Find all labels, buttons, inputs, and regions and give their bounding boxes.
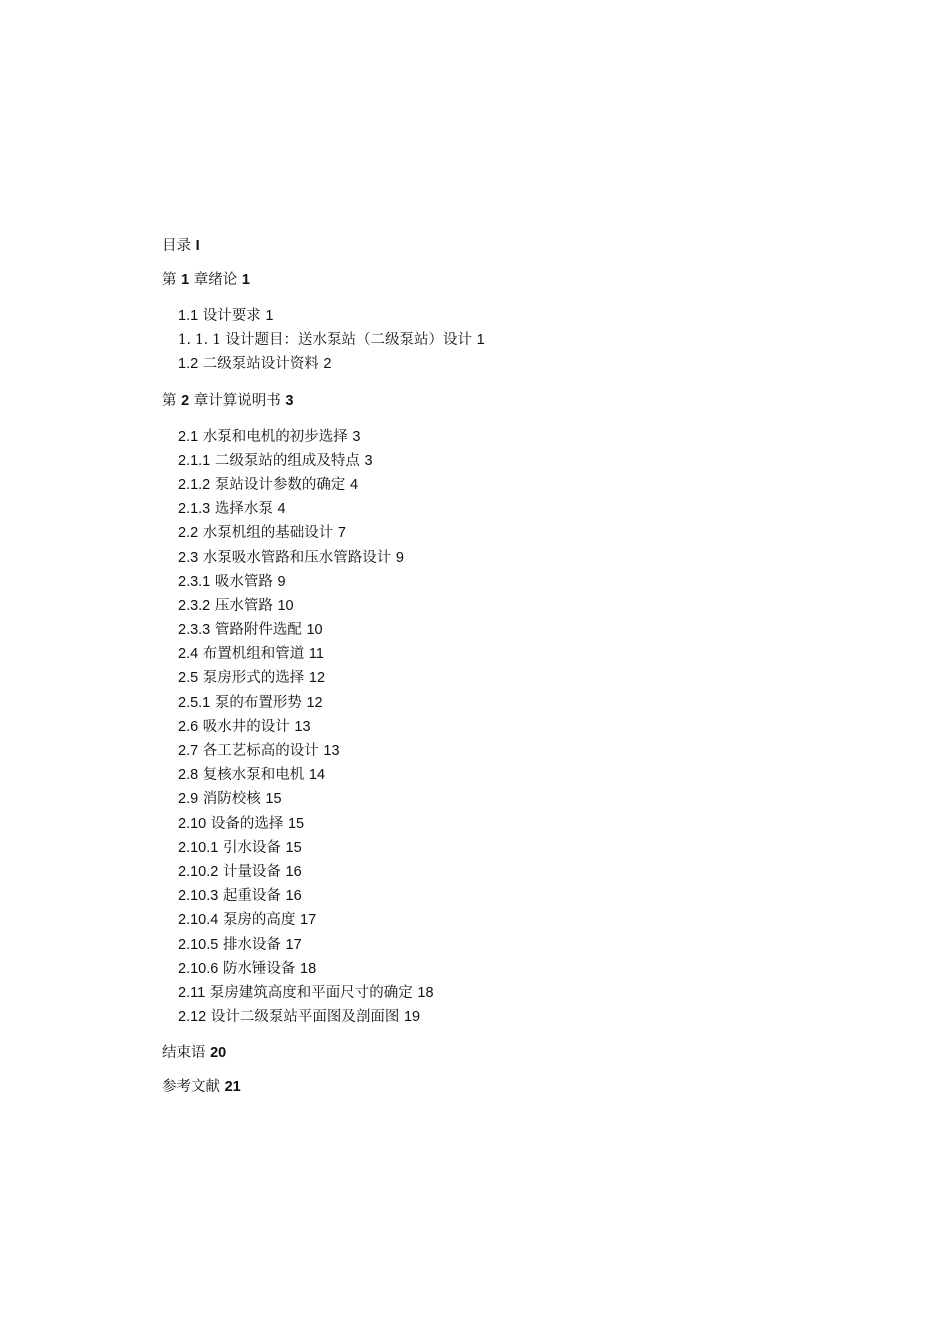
toc-entry-prefix: 目录 bbox=[162, 238, 191, 254]
toc-section-code: 1. 1. 1 bbox=[178, 332, 221, 349]
toc-entry-title: 设备的选择 bbox=[210, 815, 284, 832]
toc-entry-title: 起重设备 bbox=[222, 888, 281, 905]
toc-section-code: 2.6 bbox=[178, 718, 199, 735]
toc-section-entry[interactable] bbox=[178, 497, 862, 521]
toc-page-number: 15 bbox=[287, 815, 305, 832]
toc-page-number: 18 bbox=[300, 960, 317, 977]
toc-section-code: 2.10 bbox=[178, 815, 207, 832]
toc-page-number: I bbox=[195, 238, 200, 254]
toc-section-code: 2.10.4 bbox=[178, 912, 219, 929]
toc-entry-title: 各工艺标高的设计 bbox=[202, 743, 319, 759]
toc-section-entry[interactable] bbox=[178, 691, 862, 715]
toc-section-code: 1.2 bbox=[178, 356, 199, 373]
toc-section-entry[interactable] bbox=[178, 449, 862, 473]
toc-section-code: 2.7 bbox=[178, 743, 199, 759]
toc-entry-title: 章绪论 bbox=[193, 272, 238, 288]
toc-section-code: 2.5 bbox=[178, 670, 199, 687]
toc-page-number: 10 bbox=[277, 597, 294, 614]
toc-section-entry[interactable] bbox=[178, 642, 862, 666]
toc-page-number: 12 bbox=[306, 694, 323, 711]
toc-section-code: 2.10.3 bbox=[178, 888, 219, 905]
toc-section-code: 2.1.2 bbox=[178, 476, 211, 493]
toc-page-number: 17 bbox=[300, 912, 317, 929]
toc-section-code: 2.11 bbox=[178, 984, 206, 1001]
toc-section-entry[interactable] bbox=[178, 328, 862, 352]
toc-page-number: 1 bbox=[265, 308, 274, 324]
toc-page-number: 11 bbox=[308, 646, 324, 663]
toc-page-number: 13 bbox=[323, 743, 340, 759]
toc-entry-title: 水泵吸水管路和压水管路设计 bbox=[202, 549, 392, 566]
toc-section-code: 2.5.1 bbox=[178, 694, 211, 711]
toc-heading-entry[interactable] bbox=[162, 1043, 862, 1063]
toc-section-code: 2.3.3 bbox=[178, 622, 211, 639]
toc-entry-title: 吸水管路 bbox=[214, 573, 273, 590]
toc-entry-prefix: 第 bbox=[162, 272, 177, 288]
toc-section-entry[interactable] bbox=[178, 618, 862, 642]
toc-page-number: 10 bbox=[306, 622, 323, 639]
toc-entry-title: 引水设备 bbox=[222, 839, 281, 856]
toc-entry-title: 压水管路 bbox=[214, 597, 273, 614]
toc-page-number: 4 bbox=[349, 476, 359, 493]
toc-section-entry[interactable] bbox=[178, 1005, 862, 1029]
toc-heading-entry[interactable] bbox=[162, 1077, 862, 1097]
toc-section-code: 2.3.1 bbox=[178, 573, 211, 590]
toc-entry-title: 防水锤设备 bbox=[222, 960, 296, 977]
toc-entry-title: 排水设备 bbox=[222, 936, 281, 953]
toc-page-number: 3 bbox=[364, 452, 373, 469]
toc-section-entry[interactable] bbox=[178, 884, 862, 908]
toc-section-entry[interactable] bbox=[178, 594, 862, 618]
toc-section-entry[interactable] bbox=[178, 933, 862, 957]
toc-page-number: 21 bbox=[224, 1079, 241, 1096]
toc-section-code: 2.1 bbox=[178, 428, 199, 445]
toc-page-number: 13 bbox=[294, 718, 311, 735]
toc-section-entry[interactable] bbox=[178, 812, 862, 836]
toc-heading-entry[interactable] bbox=[162, 270, 862, 290]
toc-section-entry[interactable] bbox=[178, 715, 862, 739]
toc-section-entry[interactable] bbox=[178, 957, 862, 981]
toc-chapter-number: 1 bbox=[181, 272, 190, 288]
toc-entry-title: 泵房建筑高度和平面尺寸的确定 bbox=[209, 984, 413, 1001]
toc-section-entry[interactable] bbox=[178, 666, 862, 690]
toc-page-number: 18 bbox=[417, 984, 434, 1001]
toc-page-number: 14 bbox=[308, 767, 326, 784]
toc-section-code: 2.2 bbox=[178, 525, 199, 542]
toc-page-number: 15 bbox=[265, 791, 282, 808]
toc-section-entry[interactable] bbox=[178, 570, 862, 594]
toc-entry-title: 管路附件选配 bbox=[214, 622, 302, 639]
toc-section-entry[interactable] bbox=[178, 546, 862, 570]
toc-page-number: 19 bbox=[403, 1009, 421, 1026]
toc-section-entry[interactable] bbox=[178, 425, 862, 449]
toc-entry-title: 吸水井的设计 bbox=[202, 718, 290, 735]
toc-section-code: 2.10.1 bbox=[178, 839, 219, 856]
toc-page-number: 9 bbox=[277, 573, 286, 590]
toc-entry-title: 水泵机组的基础设计 bbox=[202, 525, 334, 542]
toc-page-number: 3 bbox=[352, 428, 361, 445]
toc-section-code: 2.10.6 bbox=[178, 960, 219, 977]
toc-entry-prefix: 第 bbox=[162, 392, 177, 409]
toc-section-entry[interactable] bbox=[178, 981, 862, 1005]
toc-section-code: 1.1 bbox=[178, 308, 199, 324]
toc-page-number: 3 bbox=[285, 392, 294, 409]
toc-page-number: 1 bbox=[241, 272, 250, 288]
toc-entry-title: 选择水泵 bbox=[214, 501, 273, 518]
toc-entry-title: 泵站设计参数的确定 bbox=[214, 476, 346, 493]
toc-page-number: 16 bbox=[285, 888, 302, 905]
toc-section-entry[interactable] bbox=[178, 860, 862, 884]
toc-section-entry[interactable] bbox=[178, 739, 862, 763]
toc-entry-title: 设计二级泵站平面图及剖面图 bbox=[210, 1009, 400, 1026]
toc-page-number: 2 bbox=[323, 356, 332, 373]
toc-section-code: 2.10.5 bbox=[178, 936, 219, 953]
toc-entry-prefix: 结束语 bbox=[162, 1045, 206, 1062]
toc-section-code: 2.1.3 bbox=[178, 501, 211, 518]
toc-section-code: 2.8 bbox=[178, 767, 199, 784]
toc-section-code: 2.9 bbox=[178, 791, 199, 808]
table-of-contents bbox=[162, 236, 862, 1111]
toc-section-entry[interactable] bbox=[178, 787, 862, 811]
toc-section-entry[interactable] bbox=[178, 763, 862, 787]
toc-page-number: 15 bbox=[285, 839, 302, 856]
toc-entry-title: 泵的布置形势 bbox=[214, 694, 302, 711]
toc-entry-title: 章计算说明书 bbox=[193, 392, 281, 409]
toc-page-number: 12 bbox=[308, 670, 326, 687]
toc-section-entry[interactable] bbox=[178, 908, 862, 932]
toc-entry-title: 泵房的高度 bbox=[222, 912, 296, 929]
toc-section-code: 2.10.2 bbox=[178, 863, 219, 880]
toc-heading-entry[interactable] bbox=[162, 391, 862, 411]
toc-section-entry[interactable] bbox=[178, 473, 862, 497]
toc-page-number: 16 bbox=[285, 863, 302, 880]
toc-section-entry[interactable] bbox=[178, 836, 862, 860]
toc-chapter-number: 2 bbox=[181, 392, 190, 409]
toc-page-number: 9 bbox=[395, 549, 404, 566]
toc-section-code: 2.3.2 bbox=[178, 597, 211, 614]
toc-entry-title: 复核水泵和电机 bbox=[202, 767, 305, 784]
toc-page-number: 4 bbox=[277, 501, 286, 518]
toc-entry-title: 二级泵站设计资料 bbox=[202, 356, 319, 373]
toc-section-code: 2.1.1 bbox=[178, 452, 211, 469]
toc-entry-title: 设计要求 bbox=[202, 308, 261, 324]
toc-section-code: 2.3 bbox=[178, 549, 199, 566]
toc-entry-title: 设计题目：送水泵站（二级泵站）设计 bbox=[225, 332, 473, 349]
toc-heading-entry[interactable] bbox=[162, 236, 862, 256]
toc-entry-title: 消防校核 bbox=[202, 791, 261, 808]
toc-entry-title: 布置机组和管道 bbox=[202, 646, 305, 663]
toc-page-number: 7 bbox=[337, 525, 346, 542]
toc-page-number: 1 bbox=[476, 332, 485, 349]
toc-entry-title: 水泵和电机的初步选择 bbox=[202, 428, 348, 445]
toc-page-number: 17 bbox=[285, 936, 302, 953]
toc-section-code: 2.4 bbox=[178, 646, 199, 663]
toc-section-entry[interactable] bbox=[178, 352, 862, 376]
toc-section-entry[interactable] bbox=[178, 521, 862, 545]
toc-section-entry[interactable] bbox=[178, 304, 862, 328]
toc-entry-title: 二级泵站的组成及特点 bbox=[214, 452, 360, 469]
toc-page-number: 20 bbox=[210, 1045, 227, 1062]
toc-entry-title: 泵房形式的选择 bbox=[202, 670, 305, 687]
toc-entry-title: 计量设备 bbox=[222, 863, 281, 880]
toc-entry-prefix: 参考文献 bbox=[162, 1079, 220, 1096]
toc-section-code: 2.12 bbox=[178, 1009, 207, 1026]
